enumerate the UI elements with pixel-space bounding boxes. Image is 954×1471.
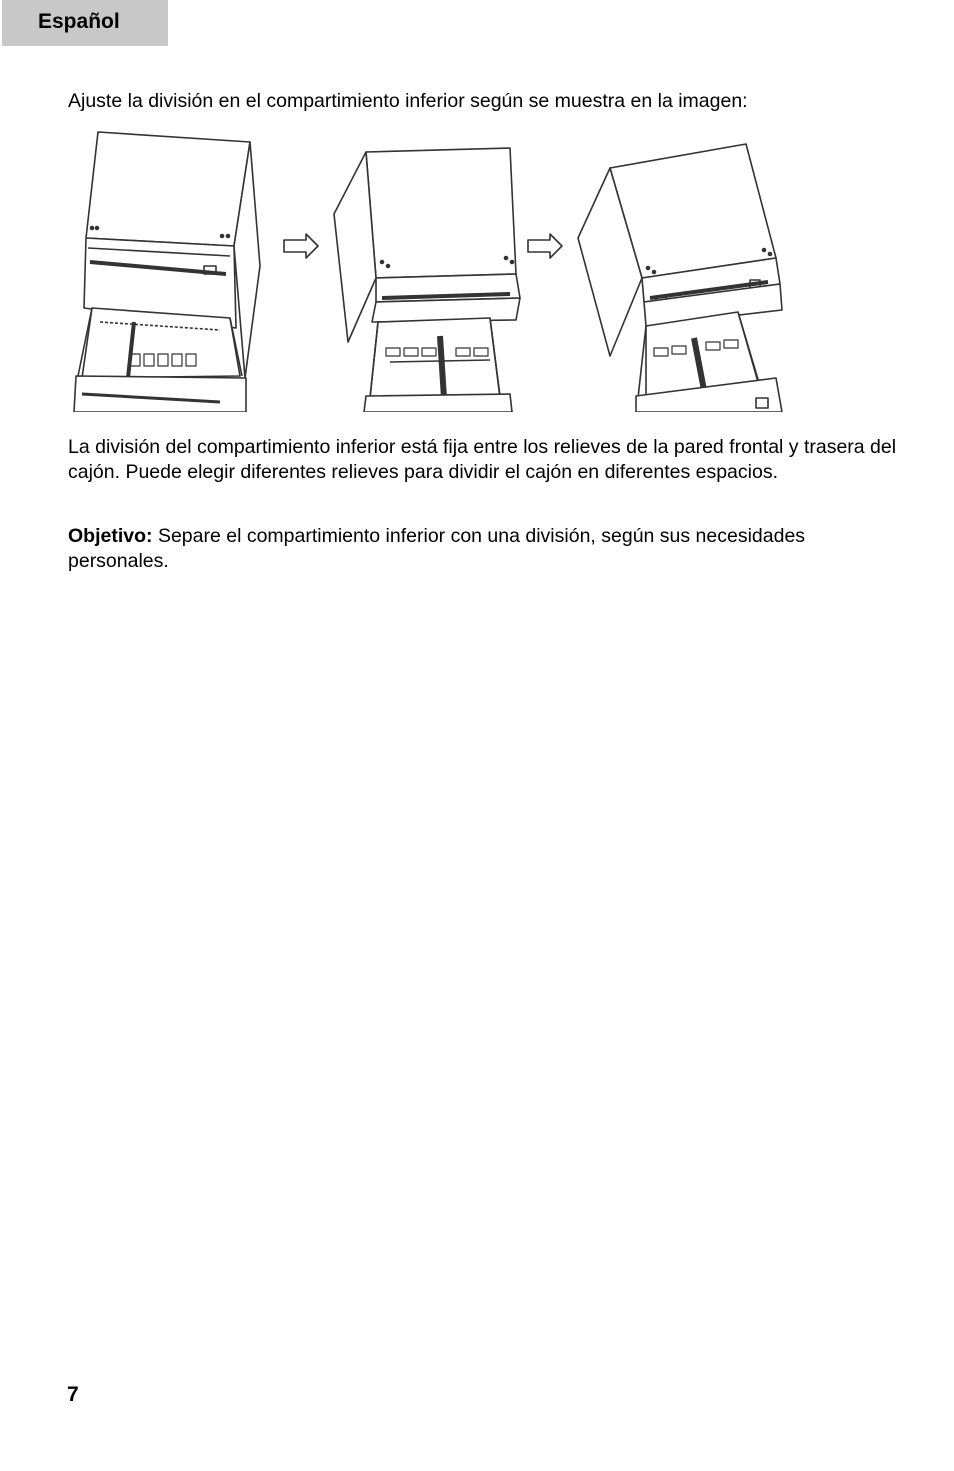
cabinet-step-3-icon xyxy=(578,144,782,412)
drawer-divider-illustration xyxy=(70,126,790,412)
objective-paragraph xyxy=(68,524,898,573)
arrow-right-icon-2 xyxy=(528,234,562,258)
language-tab: Español xyxy=(2,0,168,46)
intro-text: Ajuste la división en el compartimiento inferior según se muestra en la imagen: xyxy=(68,90,748,112)
page-number: 7 xyxy=(67,1383,79,1406)
objective-label: Objetivo: xyxy=(68,525,153,547)
objective-text: Separe el compartimiento inferior con una división, según sus necesidades personales. xyxy=(68,525,806,572)
cabinet-step-1-icon xyxy=(74,132,260,412)
arrow-right-icon-1 xyxy=(284,234,318,258)
divider-description: La división del compartimiento inferior está fija entre los relieves de la pared frontal y trasera del cajón. Puede elegir diferentes relieves para dividir el cajón en diferentes espacios. xyxy=(68,436,897,483)
cabinet-step-2-icon xyxy=(334,148,520,412)
